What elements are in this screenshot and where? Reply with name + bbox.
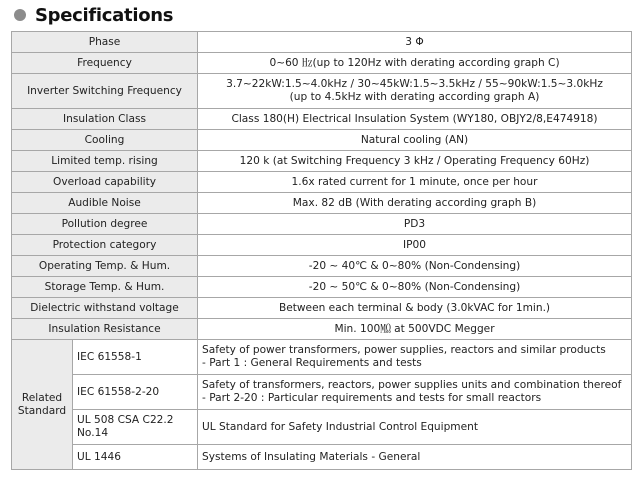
spec-value: PD3 — [198, 214, 632, 235]
spec-row-frequency — [12, 53, 632, 74]
spec-row-pollution-degree — [12, 214, 632, 235]
related-standard-label — [12, 340, 73, 470]
standard-row-ul-1446 — [12, 445, 632, 470]
standard-description: UL Standard for Safety Industrial Control Equipment — [198, 410, 632, 445]
bullet-icon — [14, 9, 26, 21]
spec-label: Audible Noise — [12, 193, 198, 214]
related-label-line: Standard — [17, 404, 67, 417]
spec-value-line: (up to 4.5kHz with derating according graph A) — [289, 91, 540, 103]
spec-value: 3 Φ — [198, 32, 632, 53]
standard-code-line: No.14 — [77, 427, 109, 439]
spec-label: Pollution degree — [12, 214, 198, 235]
spec-label: Storage Temp. & Hum. — [12, 277, 198, 298]
spec-value-line: 3.7~22kW:1.5~4.0kHz / 30~45kW:1.5~3.5kHz / 55~90kW:1.5~3.0kHz — [226, 78, 603, 90]
spec-row-audible-noise — [12, 193, 632, 214]
standard-description-line: - Part 2-20 : Particular requirements and tests for small reactors — [202, 392, 542, 404]
spec-label: Operating Temp. & Hum. — [12, 256, 198, 277]
related-label-line: Related — [21, 391, 63, 404]
spec-row-phase — [12, 32, 632, 53]
spec-value: Max. 82 dB (With derating according graph B) — [198, 193, 632, 214]
standard-row-ul-508 — [12, 410, 632, 445]
spec-label: Insulation Class — [12, 109, 198, 130]
spec-row-protection-category — [12, 235, 632, 256]
standard-description — [198, 340, 632, 375]
spec-value: Between each terminal & body (3.0kVAC for 1min.) — [198, 298, 632, 319]
spec-label: Cooling — [12, 130, 198, 151]
standard-code-line: UL 508 CSA C22.2 — [77, 414, 174, 426]
spec-label: Phase — [12, 32, 198, 53]
spec-row-storage-temp — [12, 277, 632, 298]
spec-value: Class 180(H) Electrical Insulation System (WY180, OBJY2/8,E474918) — [198, 109, 632, 130]
spec-label: Inverter Switching Frequency — [12, 74, 198, 109]
spec-value: 1.6x rated current for 1 minute, once per hour — [198, 172, 632, 193]
standard-code: IEC 61558-2-20 — [73, 375, 198, 410]
standard-row-iec-61558-2-20 — [12, 375, 632, 410]
spec-row-cooling — [12, 130, 632, 151]
standard-description — [198, 375, 632, 410]
section-title: Specifications — [35, 4, 174, 26]
spec-label: Overload capability — [12, 172, 198, 193]
spec-label: Dielectric withstand voltage — [12, 298, 198, 319]
standard-code: UL 1446 — [73, 445, 198, 470]
standard-code: IEC 61558-1 — [73, 340, 198, 375]
spec-value: -20 ~ 50℃ & 0~80% (Non-Condensing) — [198, 277, 632, 298]
standard-description-line: Safety of power transformers, power supplies, reactors and similar products — [202, 344, 606, 356]
spec-label: Insulation Resistance — [12, 319, 198, 340]
spec-row-dielectric — [12, 298, 632, 319]
spec-value — [198, 74, 632, 109]
standard-description: Systems of Insulating Materials - General — [198, 445, 632, 470]
spec-value: 0~60 ㎐(up to 120Hz with derating according graph C) — [198, 53, 632, 74]
spec-row-switching-frequency — [12, 74, 632, 109]
spec-value: Natural cooling (AN) — [198, 130, 632, 151]
standard-row-iec-61558-1 — [12, 340, 632, 375]
spec-label: Protection category — [12, 235, 198, 256]
standard-code — [73, 410, 198, 445]
spec-row-insulation-class — [12, 109, 632, 130]
standard-description-line: Safety of transformers, reactors, power supplies units and combination thereof — [202, 379, 622, 391]
specifications-table — [11, 31, 632, 470]
spec-value: Min. 100㏁ at 500VDC Megger — [198, 319, 632, 340]
section-header — [14, 4, 173, 26]
spec-row-operating-temp — [12, 256, 632, 277]
spec-row-overload — [12, 172, 632, 193]
standard-description-line: - Part 1 : General Requirements and tests — [202, 357, 422, 369]
spec-label: Limited temp. rising — [12, 151, 198, 172]
spec-label: Frequency — [12, 53, 198, 74]
spec-value: IP00 — [198, 235, 632, 256]
spec-value: -20 ~ 40℃ & 0~80% (Non-Condensing) — [198, 256, 632, 277]
spec-row-insulation-resistance — [12, 319, 632, 340]
spec-value: 120 k (at Switching Frequency 3 kHz / Operating Frequency 60Hz) — [198, 151, 632, 172]
spec-row-limited-temp — [12, 151, 632, 172]
